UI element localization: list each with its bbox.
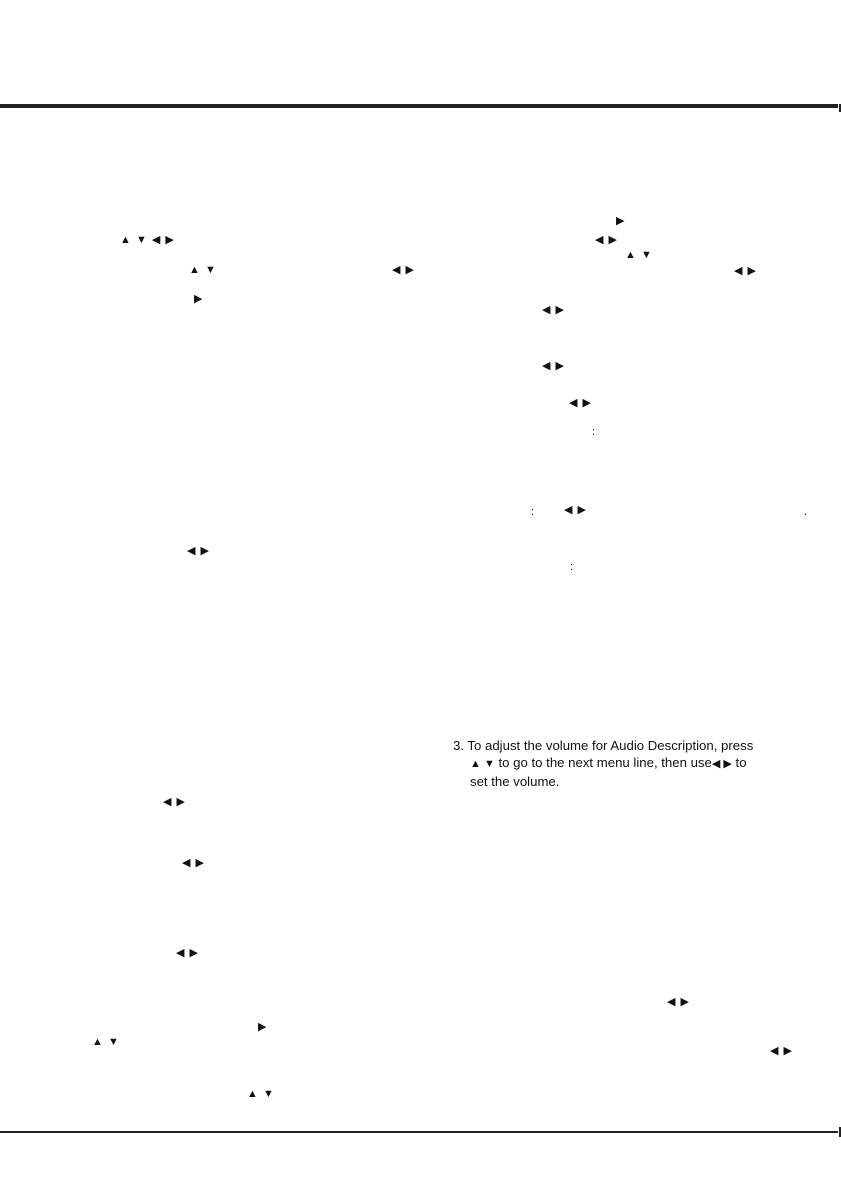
left-right-arrows-icon: ◀ ▶ <box>734 265 757 277</box>
left-right-arrows-icon: ◀ ▶ <box>163 796 186 808</box>
left-right-arrows-icon: ◀ ▶ <box>711 758 732 770</box>
left-right-arrows-icon: ◀ ▶ <box>542 304 565 316</box>
left-right-arrows-icon: ◀ ▶ <box>182 857 205 869</box>
left-right-arrows-icon: ◀ ▶ <box>595 234 618 246</box>
step3-line2-end: to <box>735 755 747 770</box>
left-right-arrows-icon: ◀ ▶ <box>564 504 587 516</box>
nav-arrows-icon: ▲ ▼ ◀ ▶ <box>120 234 175 246</box>
step3-line1: 3. To adjust the volume for Audio Description, press <box>453 738 754 753</box>
step3-line3: set the volume. <box>470 774 560 789</box>
left-right-arrows-icon: ◀ ▶ <box>569 397 592 409</box>
footer-rule <box>0 1131 838 1133</box>
up-down-arrows-icon: ▲ ▼ <box>92 1036 120 1048</box>
left-right-arrows-icon: ◀ ▶ <box>667 996 690 1008</box>
header-rule <box>0 104 838 108</box>
left-right-arrows-icon: ◀ ▶ <box>392 264 415 276</box>
right-arrow-icon: ▶ <box>616 215 626 227</box>
up-down-arrows-icon: ▲ ▼ <box>470 758 495 770</box>
colon-mark: : <box>570 561 575 573</box>
up-down-arrows-icon: ▲ ▼ <box>625 249 653 261</box>
left-right-arrows-icon: ◀ ▶ <box>176 947 199 959</box>
step3-line2 <box>453 754 793 773</box>
period-mark: . <box>804 506 809 518</box>
left-right-arrows-icon: ◀ ▶ <box>770 1045 793 1057</box>
up-down-arrows-icon: ▲ ▼ <box>189 264 217 276</box>
up-down-arrows-icon: ▲ ▼ <box>247 1088 275 1100</box>
colon-mark: : <box>592 426 597 438</box>
colon-mark: : <box>531 506 536 518</box>
right-arrow-icon: ▶ <box>258 1021 268 1033</box>
audio-description-step-3 <box>453 737 793 790</box>
right-arrow-icon: ▶ <box>194 293 204 305</box>
left-right-arrows-icon: ◀ ▶ <box>542 360 565 372</box>
left-right-arrows-icon: ◀ ▶ <box>187 545 210 557</box>
step3-line2-text: to go to the next menu line, then use <box>498 755 712 770</box>
